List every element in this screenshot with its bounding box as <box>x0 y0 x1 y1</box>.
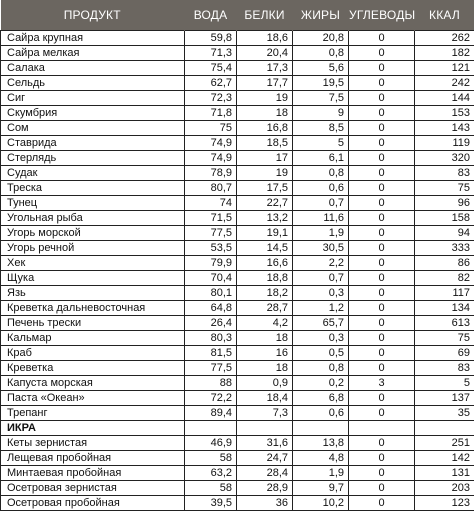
water-value: 80,7 <box>185 181 237 196</box>
kcal-value: 143 <box>415 121 474 136</box>
product-name: Сайра крупная <box>1 31 185 46</box>
empty-cell <box>185 421 237 436</box>
kcal-value: 142 <box>415 451 474 466</box>
fat-value: 0,6 <box>293 406 349 421</box>
section-title: ИКРА <box>1 421 185 436</box>
table-row <box>1 211 474 226</box>
kcal-value: 333 <box>415 241 474 256</box>
product-name: Осетровая пробойная <box>1 496 185 511</box>
carbs-value: 0 <box>349 451 415 466</box>
table-row <box>1 271 474 286</box>
header-protein: БЕЛКИ <box>237 0 293 31</box>
fat-value: 13,8 <box>293 436 349 451</box>
product-name: Треска <box>1 181 185 196</box>
kcal-value: 613 <box>415 316 474 331</box>
header-kcal: ККАЛ <box>415 0 474 31</box>
carbs-value: 0 <box>349 196 415 211</box>
fat-value: 20,8 <box>293 31 349 46</box>
table-row <box>1 241 474 256</box>
water-value: 78,9 <box>185 166 237 181</box>
protein-value: 18,4 <box>237 391 293 406</box>
table-row <box>1 91 474 106</box>
protein-value: 18,8 <box>237 271 293 286</box>
protein-value: 20,4 <box>237 46 293 61</box>
empty-cell <box>237 421 293 436</box>
table-row <box>1 376 474 391</box>
carbs-value: 0 <box>349 466 415 481</box>
protein-value: 17,7 <box>237 76 293 91</box>
kcal-value: 82 <box>415 271 474 286</box>
fat-value: 5,6 <box>293 61 349 76</box>
product-name: Скумбрия <box>1 106 185 121</box>
protein-value: 16,6 <box>237 256 293 271</box>
protein-value: 28,7 <box>237 301 293 316</box>
product-name: Креветка <box>1 361 185 376</box>
table-row <box>1 436 474 451</box>
water-value: 72,2 <box>185 391 237 406</box>
table-row <box>1 121 474 136</box>
water-value: 88 <box>185 376 237 391</box>
water-value: 63,2 <box>185 466 237 481</box>
table-row <box>1 196 474 211</box>
product-name: Минтаевая пробойная <box>1 466 185 481</box>
product-name: Ставрида <box>1 136 185 151</box>
water-value: 39,5 <box>185 496 237 511</box>
carbs-value: 0 <box>349 226 415 241</box>
header-product: ПРОДУКТ <box>1 0 185 31</box>
product-name: Паста «Океан» <box>1 391 185 406</box>
kcal-value: 83 <box>415 361 474 376</box>
table-row <box>1 481 474 496</box>
table-row <box>1 256 474 271</box>
protein-value: 18 <box>237 361 293 376</box>
product-name: Угорь морской <box>1 226 185 241</box>
table-row <box>1 331 474 346</box>
carbs-value: 0 <box>349 256 415 271</box>
water-value: 62,7 <box>185 76 237 91</box>
water-value: 81,5 <box>185 346 237 361</box>
water-value: 74 <box>185 196 237 211</box>
protein-value: 16 <box>237 346 293 361</box>
table-row <box>1 106 474 121</box>
protein-value: 19 <box>237 91 293 106</box>
empty-cell <box>293 421 349 436</box>
carbs-value: 0 <box>349 391 415 406</box>
carbs-value: 0 <box>349 91 415 106</box>
water-value: 64,8 <box>185 301 237 316</box>
protein-value: 28,4 <box>237 466 293 481</box>
fat-value: 30,5 <box>293 241 349 256</box>
table-row <box>1 316 474 331</box>
fat-value: 0,8 <box>293 46 349 61</box>
water-value: 59,8 <box>185 31 237 46</box>
protein-value: 36 <box>237 496 293 511</box>
carbs-value: 0 <box>349 166 415 181</box>
carbs-value: 0 <box>349 211 415 226</box>
protein-value: 14,5 <box>237 241 293 256</box>
fat-value: 6,1 <box>293 151 349 166</box>
protein-value: 22,7 <box>237 196 293 211</box>
kcal-value: 94 <box>415 226 474 241</box>
table-row <box>1 406 474 421</box>
product-name: Сайра мелкая <box>1 46 185 61</box>
table-row <box>1 361 474 376</box>
table-row <box>1 391 474 406</box>
kcal-value: 182 <box>415 46 474 61</box>
water-value: 72,3 <box>185 91 237 106</box>
carbs-value: 0 <box>349 316 415 331</box>
carbs-value: 0 <box>349 271 415 286</box>
kcal-value: 69 <box>415 346 474 361</box>
carbs-value: 0 <box>349 286 415 301</box>
protein-value: 13,2 <box>237 211 293 226</box>
fat-value: 10,2 <box>293 496 349 511</box>
header-water: ВОДА <box>185 0 237 31</box>
table-row <box>1 466 474 481</box>
section-row <box>1 421 474 436</box>
water-value: 71,5 <box>185 211 237 226</box>
kcal-value: 320 <box>415 151 474 166</box>
water-value: 80,3 <box>185 331 237 346</box>
kcal-value: 131 <box>415 466 474 481</box>
product-name: Угорь речной <box>1 241 185 256</box>
table-row <box>1 166 474 181</box>
kcal-value: 96 <box>415 196 474 211</box>
water-value: 79,9 <box>185 256 237 271</box>
fat-value: 8,5 <box>293 121 349 136</box>
product-name: Кеты зернистая <box>1 436 185 451</box>
water-value: 46,9 <box>185 436 237 451</box>
carbs-value: 0 <box>349 136 415 151</box>
table-row <box>1 61 474 76</box>
carbs-value: 0 <box>349 106 415 121</box>
table-row <box>1 496 474 511</box>
product-name: Кальмар <box>1 331 185 346</box>
carbs-value: 3 <box>349 376 415 391</box>
water-value: 58 <box>185 481 237 496</box>
product-name: Осетровая зернистая <box>1 481 185 496</box>
kcal-value: 83 <box>415 166 474 181</box>
kcal-value: 262 <box>415 31 474 46</box>
product-name: Сиг <box>1 91 185 106</box>
carbs-value: 0 <box>349 436 415 451</box>
fat-value: 0,7 <box>293 196 349 211</box>
protein-value: 18,2 <box>237 286 293 301</box>
product-name: Краб <box>1 346 185 361</box>
water-value: 71,3 <box>185 46 237 61</box>
fat-value: 6,8 <box>293 391 349 406</box>
product-name: Сом <box>1 121 185 136</box>
protein-value: 28,9 <box>237 481 293 496</box>
carbs-value: 0 <box>349 496 415 511</box>
product-name: Капуста морская <box>1 376 185 391</box>
kcal-value: 86 <box>415 256 474 271</box>
water-value: 53,5 <box>185 241 237 256</box>
water-value: 26,4 <box>185 316 237 331</box>
fat-value: 19,5 <box>293 76 349 91</box>
fat-value: 2,2 <box>293 256 349 271</box>
protein-value: 18,5 <box>237 136 293 151</box>
product-name: Лещевая пробойная <box>1 451 185 466</box>
kcal-value: 5 <box>415 376 474 391</box>
product-name: Печень трески <box>1 316 185 331</box>
kcal-value: 158 <box>415 211 474 226</box>
water-value: 75,4 <box>185 61 237 76</box>
water-value: 77,5 <box>185 361 237 376</box>
protein-value: 17,3 <box>237 61 293 76</box>
kcal-value: 242 <box>415 76 474 91</box>
empty-cell <box>415 421 474 436</box>
header-carbs: УГЛЕВОДЫ <box>349 0 415 31</box>
carbs-value: 0 <box>349 481 415 496</box>
fat-value: 0,6 <box>293 181 349 196</box>
product-name: Креветка дальневосточная <box>1 301 185 316</box>
water-value: 77,5 <box>185 226 237 241</box>
fat-value: 0,2 <box>293 376 349 391</box>
product-name: Тунец <box>1 196 185 211</box>
protein-value: 0,9 <box>237 376 293 391</box>
fat-value: 1,9 <box>293 226 349 241</box>
kcal-value: 117 <box>415 286 474 301</box>
carbs-value: 0 <box>349 361 415 376</box>
empty-cell <box>349 421 415 436</box>
kcal-value: 75 <box>415 331 474 346</box>
fat-value: 1,2 <box>293 301 349 316</box>
protein-value: 16,8 <box>237 121 293 136</box>
fat-value: 11,6 <box>293 211 349 226</box>
table-row <box>1 301 474 316</box>
product-name: Трепанг <box>1 406 185 421</box>
product-name: Судак <box>1 166 185 181</box>
carbs-value: 0 <box>349 181 415 196</box>
protein-value: 4,2 <box>237 316 293 331</box>
kcal-value: 137 <box>415 391 474 406</box>
protein-value: 18 <box>237 106 293 121</box>
carbs-value: 0 <box>349 151 415 166</box>
table-row <box>1 136 474 151</box>
protein-value: 31,6 <box>237 436 293 451</box>
kcal-value: 35 <box>415 406 474 421</box>
product-name: Язь <box>1 286 185 301</box>
protein-value: 7,3 <box>237 406 293 421</box>
table-row <box>1 46 474 61</box>
product-name: Салака <box>1 61 185 76</box>
fat-value: 4,8 <box>293 451 349 466</box>
table-row <box>1 76 474 91</box>
fat-value: 0,5 <box>293 346 349 361</box>
fat-value: 1,9 <box>293 466 349 481</box>
protein-value: 18 <box>237 331 293 346</box>
fat-value: 5 <box>293 136 349 151</box>
kcal-value: 75 <box>415 181 474 196</box>
fat-value: 0,8 <box>293 361 349 376</box>
protein-value: 19,1 <box>237 226 293 241</box>
protein-value: 17 <box>237 151 293 166</box>
carbs-value: 0 <box>349 121 415 136</box>
water-value: 74,9 <box>185 136 237 151</box>
kcal-value: 144 <box>415 91 474 106</box>
table-row <box>1 346 474 361</box>
product-name: Угольная рыба <box>1 211 185 226</box>
product-name: Стерлядь <box>1 151 185 166</box>
carbs-value: 0 <box>349 346 415 361</box>
water-value: 74,9 <box>185 151 237 166</box>
product-name: Хек <box>1 256 185 271</box>
fat-value: 9 <box>293 106 349 121</box>
header-row <box>1 0 474 31</box>
kcal-value: 153 <box>415 106 474 121</box>
water-value: 80,1 <box>185 286 237 301</box>
protein-value: 19 <box>237 166 293 181</box>
carbs-value: 0 <box>349 406 415 421</box>
kcal-value: 123 <box>415 496 474 511</box>
kcal-value: 121 <box>415 61 474 76</box>
carbs-value: 0 <box>349 61 415 76</box>
water-value: 71,8 <box>185 106 237 121</box>
water-value: 58 <box>185 451 237 466</box>
fat-value: 7,5 <box>293 91 349 106</box>
fat-value: 0,7 <box>293 271 349 286</box>
header-fat: ЖИРЫ <box>293 0 349 31</box>
water-value: 70,4 <box>185 271 237 286</box>
carbs-value: 0 <box>349 31 415 46</box>
protein-value: 24,7 <box>237 451 293 466</box>
table-row <box>1 181 474 196</box>
water-value: 89,4 <box>185 406 237 421</box>
carbs-value: 0 <box>349 331 415 346</box>
carbs-value: 0 <box>349 301 415 316</box>
kcal-value: 134 <box>415 301 474 316</box>
carbs-value: 0 <box>349 241 415 256</box>
product-name: Щука <box>1 271 185 286</box>
product-name: Сельдь <box>1 76 185 91</box>
table-row <box>1 151 474 166</box>
table-row <box>1 286 474 301</box>
table-row <box>1 31 474 46</box>
fat-value: 65,7 <box>293 316 349 331</box>
protein-value: 17,5 <box>237 181 293 196</box>
fat-value: 0,3 <box>293 286 349 301</box>
fat-value: 0,8 <box>293 166 349 181</box>
table-row <box>1 451 474 466</box>
fat-value: 0,3 <box>293 331 349 346</box>
kcal-value: 119 <box>415 136 474 151</box>
kcal-value: 203 <box>415 481 474 496</box>
carbs-value: 0 <box>349 46 415 61</box>
fat-value: 9,7 <box>293 481 349 496</box>
table-row <box>1 226 474 241</box>
water-value: 75 <box>185 121 237 136</box>
protein-value: 18,6 <box>237 31 293 46</box>
carbs-value: 0 <box>349 76 415 91</box>
kcal-value: 251 <box>415 436 474 451</box>
